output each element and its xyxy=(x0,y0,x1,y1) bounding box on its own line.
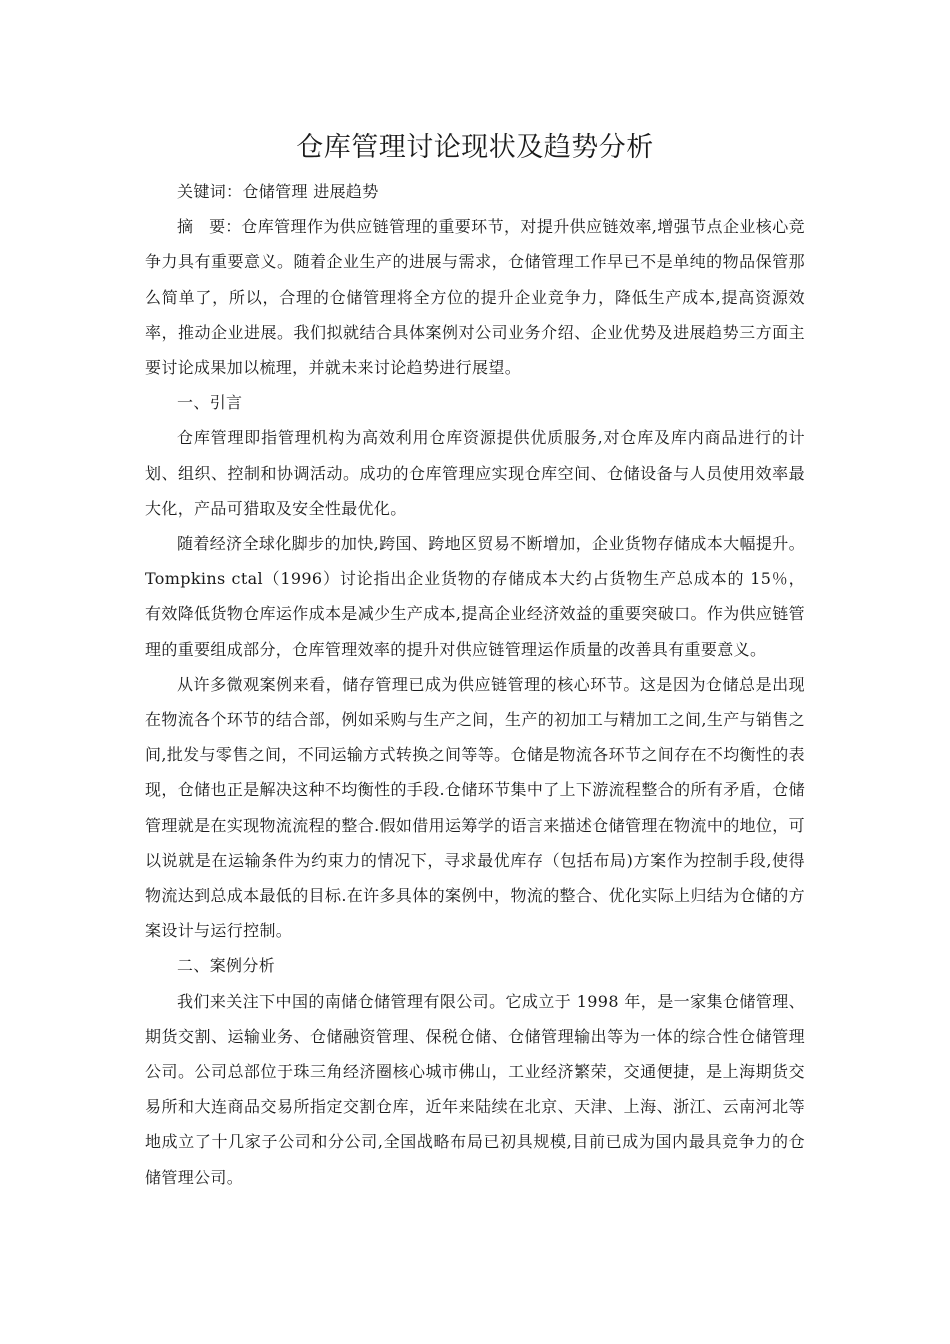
body-paragraph: 随着经济全球化脚步的加快,跨国、跨地区贸易不断增加，企业货物存储成本大幅提升。Tompkins ctal（1996）讨论指出企业货物的存储成本大约占货物生产总成本的 15％，有效降低货物仓库运作成本是减少生产成本,提高企业经济效益的重要突破口。作为供应链管理的重要组成部分，仓库管理效率的提升对供应链管理运作质量的改善具有重要意义。 xyxy=(145,534,805,659)
abstract-label-second: 要： xyxy=(209,217,242,237)
abstract-paragraph xyxy=(145,209,805,385)
body-paragraph: 仓库管理即指管理机构为高效利用仓库资源提供优质服务,对仓库及库内商品进行的计划、组织、控制和协调活动。成功的仓库管理应实现仓库空间、仓储设备与人员使用效率最大化，产品可猎取及安全性最优化。 xyxy=(145,428,805,518)
section-heading-case-analysis: 二、案例分析 xyxy=(177,956,276,976)
abstract-label xyxy=(177,217,241,236)
abstract-label-first: 摘 xyxy=(177,217,194,237)
body-paragraph: 我们来关注下中国的南储仓储管理有限公司。它成立于 1998 年，是一家集仓储管理、期货交割、运输业务、仓储融资管理、保税仓储、仓储管理输出等为一体的综合性仓储管理公司。公司总部位于珠三角经济圈核心城市佛山，工业经济繁荣，交通便捷，是上海期货交易所和大连商品交易所指定交割仓库，近年来陆续在北京、天津、上海、浙江、云南河北等地成立了十几家子公司和分公司,全国战略布局已初具规模,目前已成为国内最具竞争力的仓储管理公司。 xyxy=(145,991,805,1187)
document-title: 仓库管理讨论现状及趋势分析 xyxy=(296,132,654,163)
section-heading-introduction: 一、引言 xyxy=(177,393,243,413)
body-paragraph: 从许多微观案例来看，储存管理已成为供应链管理的核心环节。这是因为仓储总是出现在物流各个环节的结合部，例如采购与生产之间，生产的初加工与精加工之间,生产与销售之间,批发与零售之间，不同运输方式转换之间等等。仓储是物流各环节之间存在不均衡性的表现，仓储也正是解决这种不均衡性的手段.仓储环节集中了上下游流程整合的所有矛盾，仓储管理就是在实现物流流程的整合.假如借用运筹学的语言来描述仓储管理在物流中的地位，可以说就是在运输条件为约束力的情况下，寻求最优库存（包括布局)方案作为控制手段,使得物流达到总成本最低的目标.在许多具体的案例中，物流的整合、优化实际上归结为仓储的方案设计与运行控制。 xyxy=(145,674,805,941)
document-body xyxy=(145,174,805,1195)
keywords-line: 关键词：仓储管理 进展趋势 xyxy=(177,182,379,201)
abstract-text: 仓库管理作为供应链管理的重要环节，对提升供应链效率,增强节点企业核心竞争力具有重要意义。随着企业生产的进展与需求，仓储管理工作早已不是单纯的物品保管那么简单了，所以，合理的仓储管理将全方位的提升企业竞争力，降低生产成本,提高资源效率，推动企业进展。我们拟就结合具体案例对公司业务介绍、企业优势及进展趋势三方面主要讨论成果加以梳理，并就未来讨论趋势进行展望。 xyxy=(145,217,805,378)
